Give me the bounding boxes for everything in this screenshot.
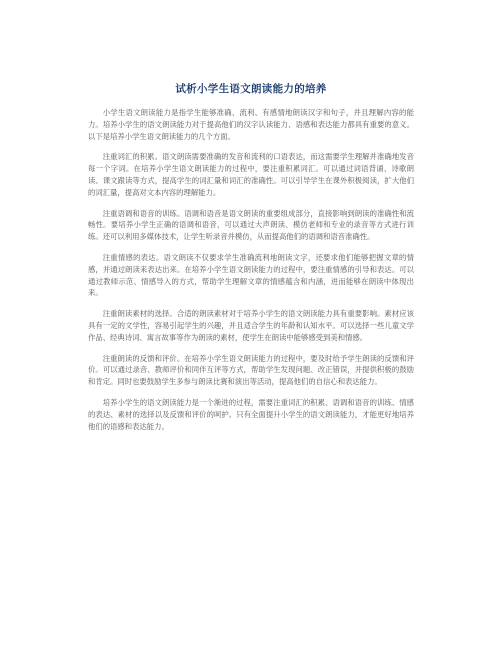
- paragraph-feedback: 注重朗读的反馈和评价。在培养小学生语文朗读能力的过程中，要及时给予学生朗读的反馈和评价。可以通过录音、教师评价和同伴互评等方式，帮助学生发现问题、改正错误，并提供积极的鼓励和肯定。同时也要鼓励学生多参与朗读比赛和演出等活动，提高他们的自信心和表达能力。: [88, 353, 414, 387]
- document-body: [88, 107, 414, 441]
- paragraph-intonation: 注重语调和语音的训练。语调和语音是语文朗读的重要组成部分，直接影响到朗读的准确性和流畅性。要培养小学生正确的语调和语音，可以通过大声朗读、模仿老师和专业的录音等方式进行训练。还可以利用多媒体技术，让学生听录音并模仿，从而提高他们的语调和语音准确性。: [88, 208, 414, 242]
- paragraph-emotion: 注重情感的表达。语文朗读不仅要求学生准确流利地朗读文字，还要求他们能够把握文章的情感，并通过朗读来表达出来。在培养小学生语文朗读能力的过程中，要注重情感的引导和表达。可以通过教师示范、情感导入的方式，帮助学生理解文章的情感蕴含和内涵，进而能够在朗读中体现出来。: [88, 252, 414, 298]
- paragraph-conclusion: 培养小学生的语文朗读能力是一个渐进的过程，需要注重词汇的积累、语调和语音的训练、情感的表达、素材的选择以及反馈和评价的呵护。只有全面提升小学生的语文朗读能力，才能更好地培养他们的语感和表达能力。: [88, 397, 414, 431]
- paragraph-vocabulary: 注重词汇的积累。语文朗读需要准确的发音和流利的口语表达，而这需要学生理解并准确地发音每一个字词。在培养小学生语文朗读能力的过程中，要注重积累词汇。可以通过词语背诵、诗歌朗读、课文跟读等方式，提高学生的词汇量和词汇的准确性。可以引导学生在课外积极阅读，扩大他们的词汇量，提高对文本内容的理解能力。: [88, 152, 414, 197]
- document-title: 试析小学生语文朗读能力的培养: [175, 83, 327, 95]
- paragraph-intro: 小学生语文朗读能力是指学生能够准确、流利、有感情地朗读汉字和句子，并且理解内容的能力。培养小学生的语文朗读能力对于提高他们的汉字认读能力、语感和表达能力都具有重要的意义。以下是培养小学生语文朗读能力的几个方面。: [88, 108, 414, 141]
- paragraph-materials: 注重朗读素材的选择。合适的朗读素材对于培养小学生的语文朗读能力具有重要影响。素材应该具有一定的文学性，容易引起学生的兴趣，并且适合学生的年龄和认知水平。可以选择一些儿童文学作品、经典诗词、寓言故事等作为朗读的素材，使学生在朗读中能够感受到美和情感。: [88, 309, 414, 342]
